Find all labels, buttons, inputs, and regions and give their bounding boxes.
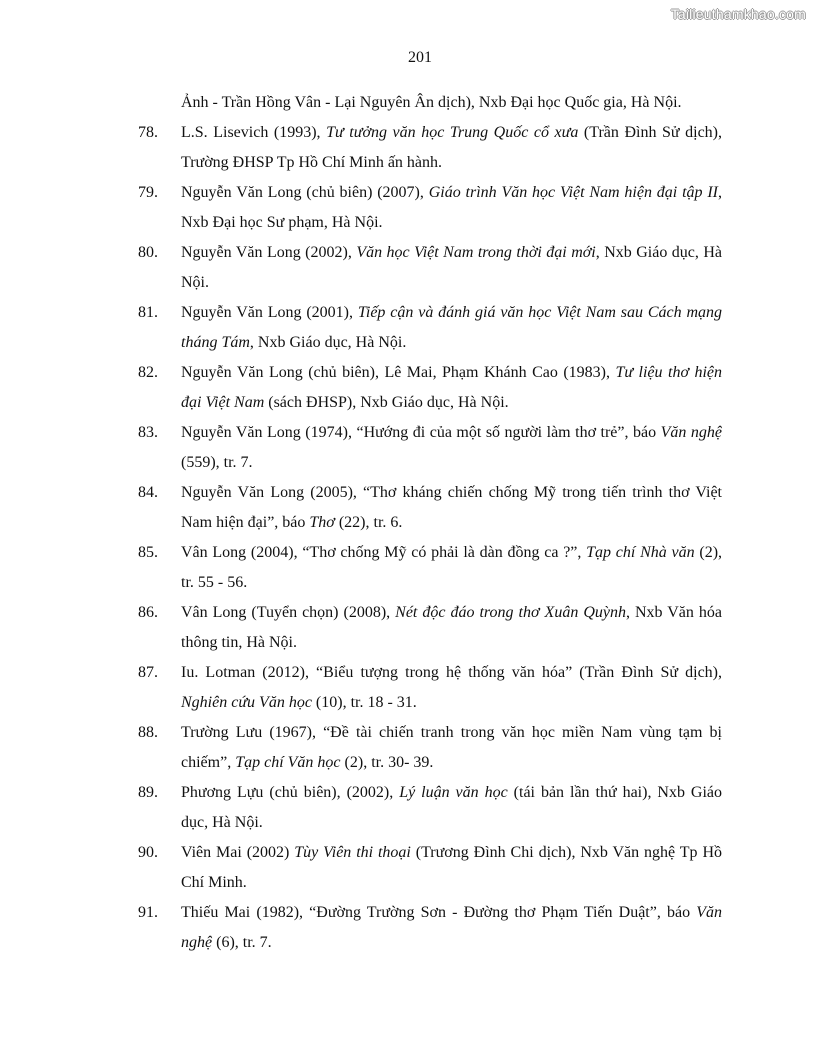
reference-publisher-info: (559), tr. 7. [181,454,253,471]
reference-number: 78. [138,124,158,141]
reference-number: 84. [138,484,158,501]
reference-title: Tư liệu thơ hiện đại Việt Nam [181,364,722,411]
reference-text [181,478,722,538]
watermark: Tailieuthamkhao.com [670,6,806,22]
reference-title: Lý luận văn học [399,784,508,801]
reference-text [181,538,722,598]
reference-number: 80. [138,244,158,261]
page-number: 201 [408,49,432,66]
reference-number: 90. [138,844,158,861]
reference-number: 88. [138,724,158,741]
reference-publisher-info: (tái bản lần thứ hai), Nxb Giáo dục, Hà Nội. [181,784,723,831]
reference-entry [138,658,722,718]
reference-entry [138,118,722,178]
reference-number: 82. [138,364,158,381]
reference-publisher-info: , Nxb Giáo dục, Hà Nội. [181,244,723,291]
reference-title: Văn nghệ [181,904,722,951]
reference-entry [138,538,722,598]
reference-publisher-info: (Trần Đình Sử dịch), Trường ĐHSP Tp Hồ Chí Minh ấn hành. [181,124,722,171]
reference-entry [138,418,722,478]
reference-entries [138,118,722,958]
reference-number: 79. [138,184,158,201]
reference-number: 89. [138,784,158,801]
reference-text [181,898,722,958]
reference-title: Tùy Viên thi thoại [294,844,411,861]
reference-title: Giáo trình Văn học Việt Nam hiện đại tập II [428,184,719,201]
reference-title: Tạp chí Nhà văn [586,544,695,561]
reference-number: 91. [138,904,158,921]
reference-entry [138,598,722,658]
reference-author-info: Nguyễn Văn Long (2005), “Thơ kháng chiến chống Mỹ trong tiến trình thơ Việt Nam hiện đại”, báo [181,484,722,531]
reference-number: 83. [138,424,158,441]
reference-text [181,358,722,418]
reference-publisher-info: , Nxb Văn hóa thông tin, Hà Nội. [181,604,722,651]
reference-list [138,88,722,958]
reference-title: Nghiên cứu Văn học [181,694,312,711]
reference-author-info: Nguyễn Văn Long (2001), [181,304,358,321]
reference-entry [138,298,722,358]
continuation-text: Ảnh - Trần Hồng Vân - Lại Nguyên Ân dịch), Nxb Đại học Quốc gia, Hà Nội. [181,94,682,111]
reference-title: Tư tưởng văn học Trung Quốc cổ xưa [326,124,579,141]
reference-entry [138,358,722,418]
reference-text [181,598,722,658]
reference-number: 87. [138,664,158,681]
reference-author-info: Thiếu Mai (1982), “Đường Trường Sơn - Đường thơ Phạm Tiến Duật”, báo [181,904,697,921]
reference-entry [138,718,722,778]
reference-title: Tiếp cận và đánh giá văn học Việt Nam sau Cách mạng tháng Tám [181,304,722,351]
reference-author-info: Vân Long (Tuyển chọn) (2008), [181,604,396,621]
reference-publisher-info: (22), tr. 6. [334,514,403,531]
reference-author-info: Nguyễn Văn Long (2002), [181,244,357,261]
reference-publisher-info: (Trương Đình Chi dịch), Nxb Văn nghệ Tp Hồ Chí Minh. [181,844,722,891]
reference-author-info: L.S. Lisevich (1993), [181,124,327,141]
reference-text [181,178,722,238]
reference-author-info: Nguyễn Văn Long (1974), “Hướng đi của một số người làm thơ trẻ”, báo [181,424,661,441]
reference-entry [138,898,722,958]
reference-entry [138,238,722,298]
reference-text [181,118,722,178]
reference-entry [138,178,722,238]
reference-text [181,238,722,298]
reference-publisher-info: (sách ĐHSP), Nxb Giáo dục, Hà Nội. [264,394,509,411]
reference-publisher-info: (10), tr. 18 - 31. [311,694,417,711]
reference-publisher-info: , Nxb Giáo dục, Hà Nội. [249,334,407,351]
reference-title: Nét độc đáo trong thơ Xuân Quỳnh [395,604,626,621]
reference-publisher-info: (2), tr. 55 - 56. [181,544,723,591]
reference-publisher-info: (6), tr. 7. [212,934,272,951]
reference-number: 81. [138,304,158,321]
reference-text [181,418,722,478]
reference-text [181,298,722,358]
reference-number: 86. [138,604,158,621]
reference-text [181,778,722,838]
reference-title: Thơ [309,514,335,531]
reference-author-info: Nguyễn Văn Long (chủ biên) (2007), [181,184,429,201]
reference-author-info: Vân Long (2004), “Thơ chống Mỹ có phải là dàn đồng ca ?”, [181,544,587,561]
reference-text [181,658,722,718]
reference-author-info: Phương Lựu (chủ biên), (2002), [181,784,400,801]
reference-text [181,838,722,898]
reference-number: 85. [138,544,158,561]
reference-author-info: Nguyễn Văn Long (chủ biên), Lê Mai, Phạm Khánh Cao (1983), [181,364,616,381]
reference-publisher-info: , Nxb Đại học Sư phạm, Hà Nội. [181,184,723,231]
reference-entry [138,478,722,538]
reference-publisher-info: (2), tr. 30- 39. [340,754,434,771]
reference-author-info: Trường Lưu (1967), “Đề tài chiến tranh trong văn học miền Nam vùng tạm bị chiếm”, [181,724,722,771]
reference-entry [138,838,722,898]
reference-author-info: Viên Mai (2002) [181,844,295,861]
reference-title: Văn nghệ [660,424,723,441]
reference-title: Văn học Việt Nam trong thời đại mới [356,244,596,261]
reference-author-info: Iu. Lotman (2012), “Biểu tượng trong hệ thống văn hóa” (Trần Đình Sử dịch), [181,664,722,681]
reference-title: Tạp chí Văn học [235,754,341,771]
reference-entry [138,778,722,838]
reference-text [181,718,722,778]
